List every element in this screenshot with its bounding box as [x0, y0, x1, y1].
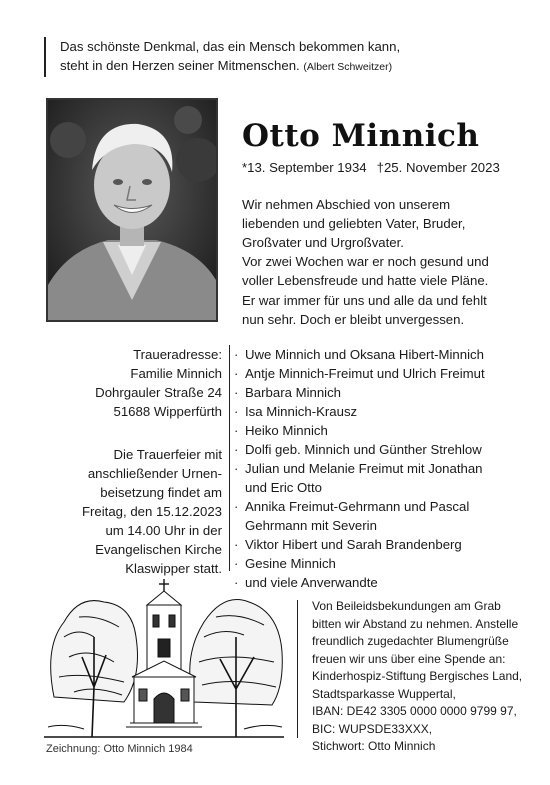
memory-line: nun sehr. Doch er bleibt unvergessen. — [242, 312, 465, 327]
mourner-text: Julian und Melanie Freimut mit Jonathan — [245, 461, 483, 476]
life-line: Vor zwei Wochen war er noch gesund und — [242, 254, 489, 269]
life-paragraph — [242, 252, 522, 290]
ceremony-line: Klaswipper statt. — [125, 561, 222, 576]
mourner-text: Annika Freimut-Gehrmann und Pascal — [245, 499, 470, 514]
life-line: voller Lebensfreude und hatte viele Pläne. — [242, 273, 489, 288]
ceremony-line: Freitag, den 15.12.2023 — [81, 504, 222, 519]
farewell-line: liebenden und geliebten Vater, Bruder, — [242, 216, 466, 231]
mourner-text: Dolfi geb. Minnich und Günther Strehlow — [245, 442, 482, 457]
mourner-item — [234, 535, 534, 554]
mourner-item — [234, 402, 534, 421]
right-tree — [190, 600, 283, 738]
donation-line: freuen wir uns über eine Spende an: — [312, 651, 506, 666]
memory-line: Er war immer für uns und alle da und fehlt — [242, 293, 487, 308]
mourner-text: Uwe Minnich und Oksana Hibert-Minnich — [245, 347, 484, 362]
memory-paragraph — [242, 291, 522, 329]
farewell-line: Großvater und Urgroßvater. — [242, 235, 404, 250]
mourner-item — [234, 440, 534, 459]
donation-line: Von Beileidsbekundungen am Grab — [312, 599, 501, 613]
address-label: Traueradresse: — [133, 347, 222, 362]
birth-date: *13. September 1934 — [242, 160, 367, 175]
death-date: †25. November 2023 — [376, 160, 500, 175]
ceremony-line: anschließender Urnen- — [87, 466, 222, 481]
deceased-name: Otto Minnich — [242, 118, 480, 154]
mourner-text: Gesine Minnich — [245, 556, 336, 571]
mourner-text: Antje Minnich-Freimut und Ulrich Freimut — [245, 366, 485, 381]
portrait-photo — [46, 98, 218, 322]
mourner-text: Barbara Minnich — [245, 385, 342, 400]
mourner-text: Gehrmann mit Severin — [245, 518, 377, 533]
drawing-caption: Zeichnung: Otto Minnich 1984 — [46, 743, 193, 755]
quote-author: (Albert Schweitzer) — [303, 61, 393, 73]
mourning-address — [40, 345, 222, 421]
epigraph-quote — [44, 37, 480, 77]
mourner-item — [234, 459, 534, 497]
mourner-text: Viktor Hibert und Sarah Brandenberg — [245, 537, 462, 552]
mourner-text: Isa Minnich-Krausz — [245, 404, 358, 419]
quote-line-2 — [60, 56, 480, 77]
portrait-illustration — [48, 100, 216, 320]
mourner-text: Heiko Minnich — [245, 423, 328, 438]
mourner-text: und viele Anverwandte — [245, 575, 378, 590]
donation-divider — [297, 600, 298, 738]
mourner-text: und Eric Otto — [245, 480, 322, 495]
address-line: 51688 Wipperfürth — [113, 404, 222, 419]
church-sketch — [44, 577, 284, 739]
farewell-line: Wir nehmen Abschied von unserem — [242, 197, 451, 212]
church-drawing — [44, 577, 284, 739]
quote-line-2-text: steht in den Herzen seiner Mitmenschen. — [60, 58, 300, 73]
mourner-item — [234, 497, 534, 535]
mourner-item — [234, 345, 534, 364]
ceremony-line: um 14.00 Uhr in der — [105, 523, 222, 538]
donation-line: Stadtsparkasse Wuppertal, — [312, 686, 456, 701]
donation-line: IBAN: DE42 3305 0000 0000 9799 97, — [312, 704, 517, 718]
mourner-item — [234, 383, 534, 402]
mourners-list — [234, 345, 534, 592]
donation-line: BIC: WUPSDE33XXX, — [312, 721, 433, 736]
left-tree — [51, 601, 138, 737]
ceremony-line: beisetzung findet am — [100, 485, 222, 500]
donation-line: Stichwort: Otto Minnich — [312, 739, 436, 753]
address-line: Dohrgauler Straße 24 — [95, 385, 222, 400]
mourner-item — [234, 554, 534, 573]
ceremony-line: Evangelischen Kirche — [95, 542, 222, 557]
mourner-item — [234, 421, 534, 440]
mourner-item — [234, 364, 534, 383]
donation-notice — [312, 598, 537, 756]
donation-line: freundlich zugedachter Blumengrüße — [312, 634, 509, 648]
address-line: Familie Minnich — [130, 366, 222, 381]
quote-line-1: Das schönste Denkmal, das ein Mensch bekommen kann, — [60, 39, 401, 54]
ceremony-line: Die Trauerfeier mit — [113, 447, 222, 462]
column-divider — [229, 345, 230, 571]
donation-line: Kinderhospiz-Stiftung Bergisches Land, — [312, 669, 523, 683]
ceremony-notice — [40, 445, 222, 578]
farewell-paragraph — [242, 195, 522, 252]
life-dates — [242, 160, 500, 175]
donation-line: bitten wir Abstand zu nehmen. Anstelle — [312, 616, 519, 631]
